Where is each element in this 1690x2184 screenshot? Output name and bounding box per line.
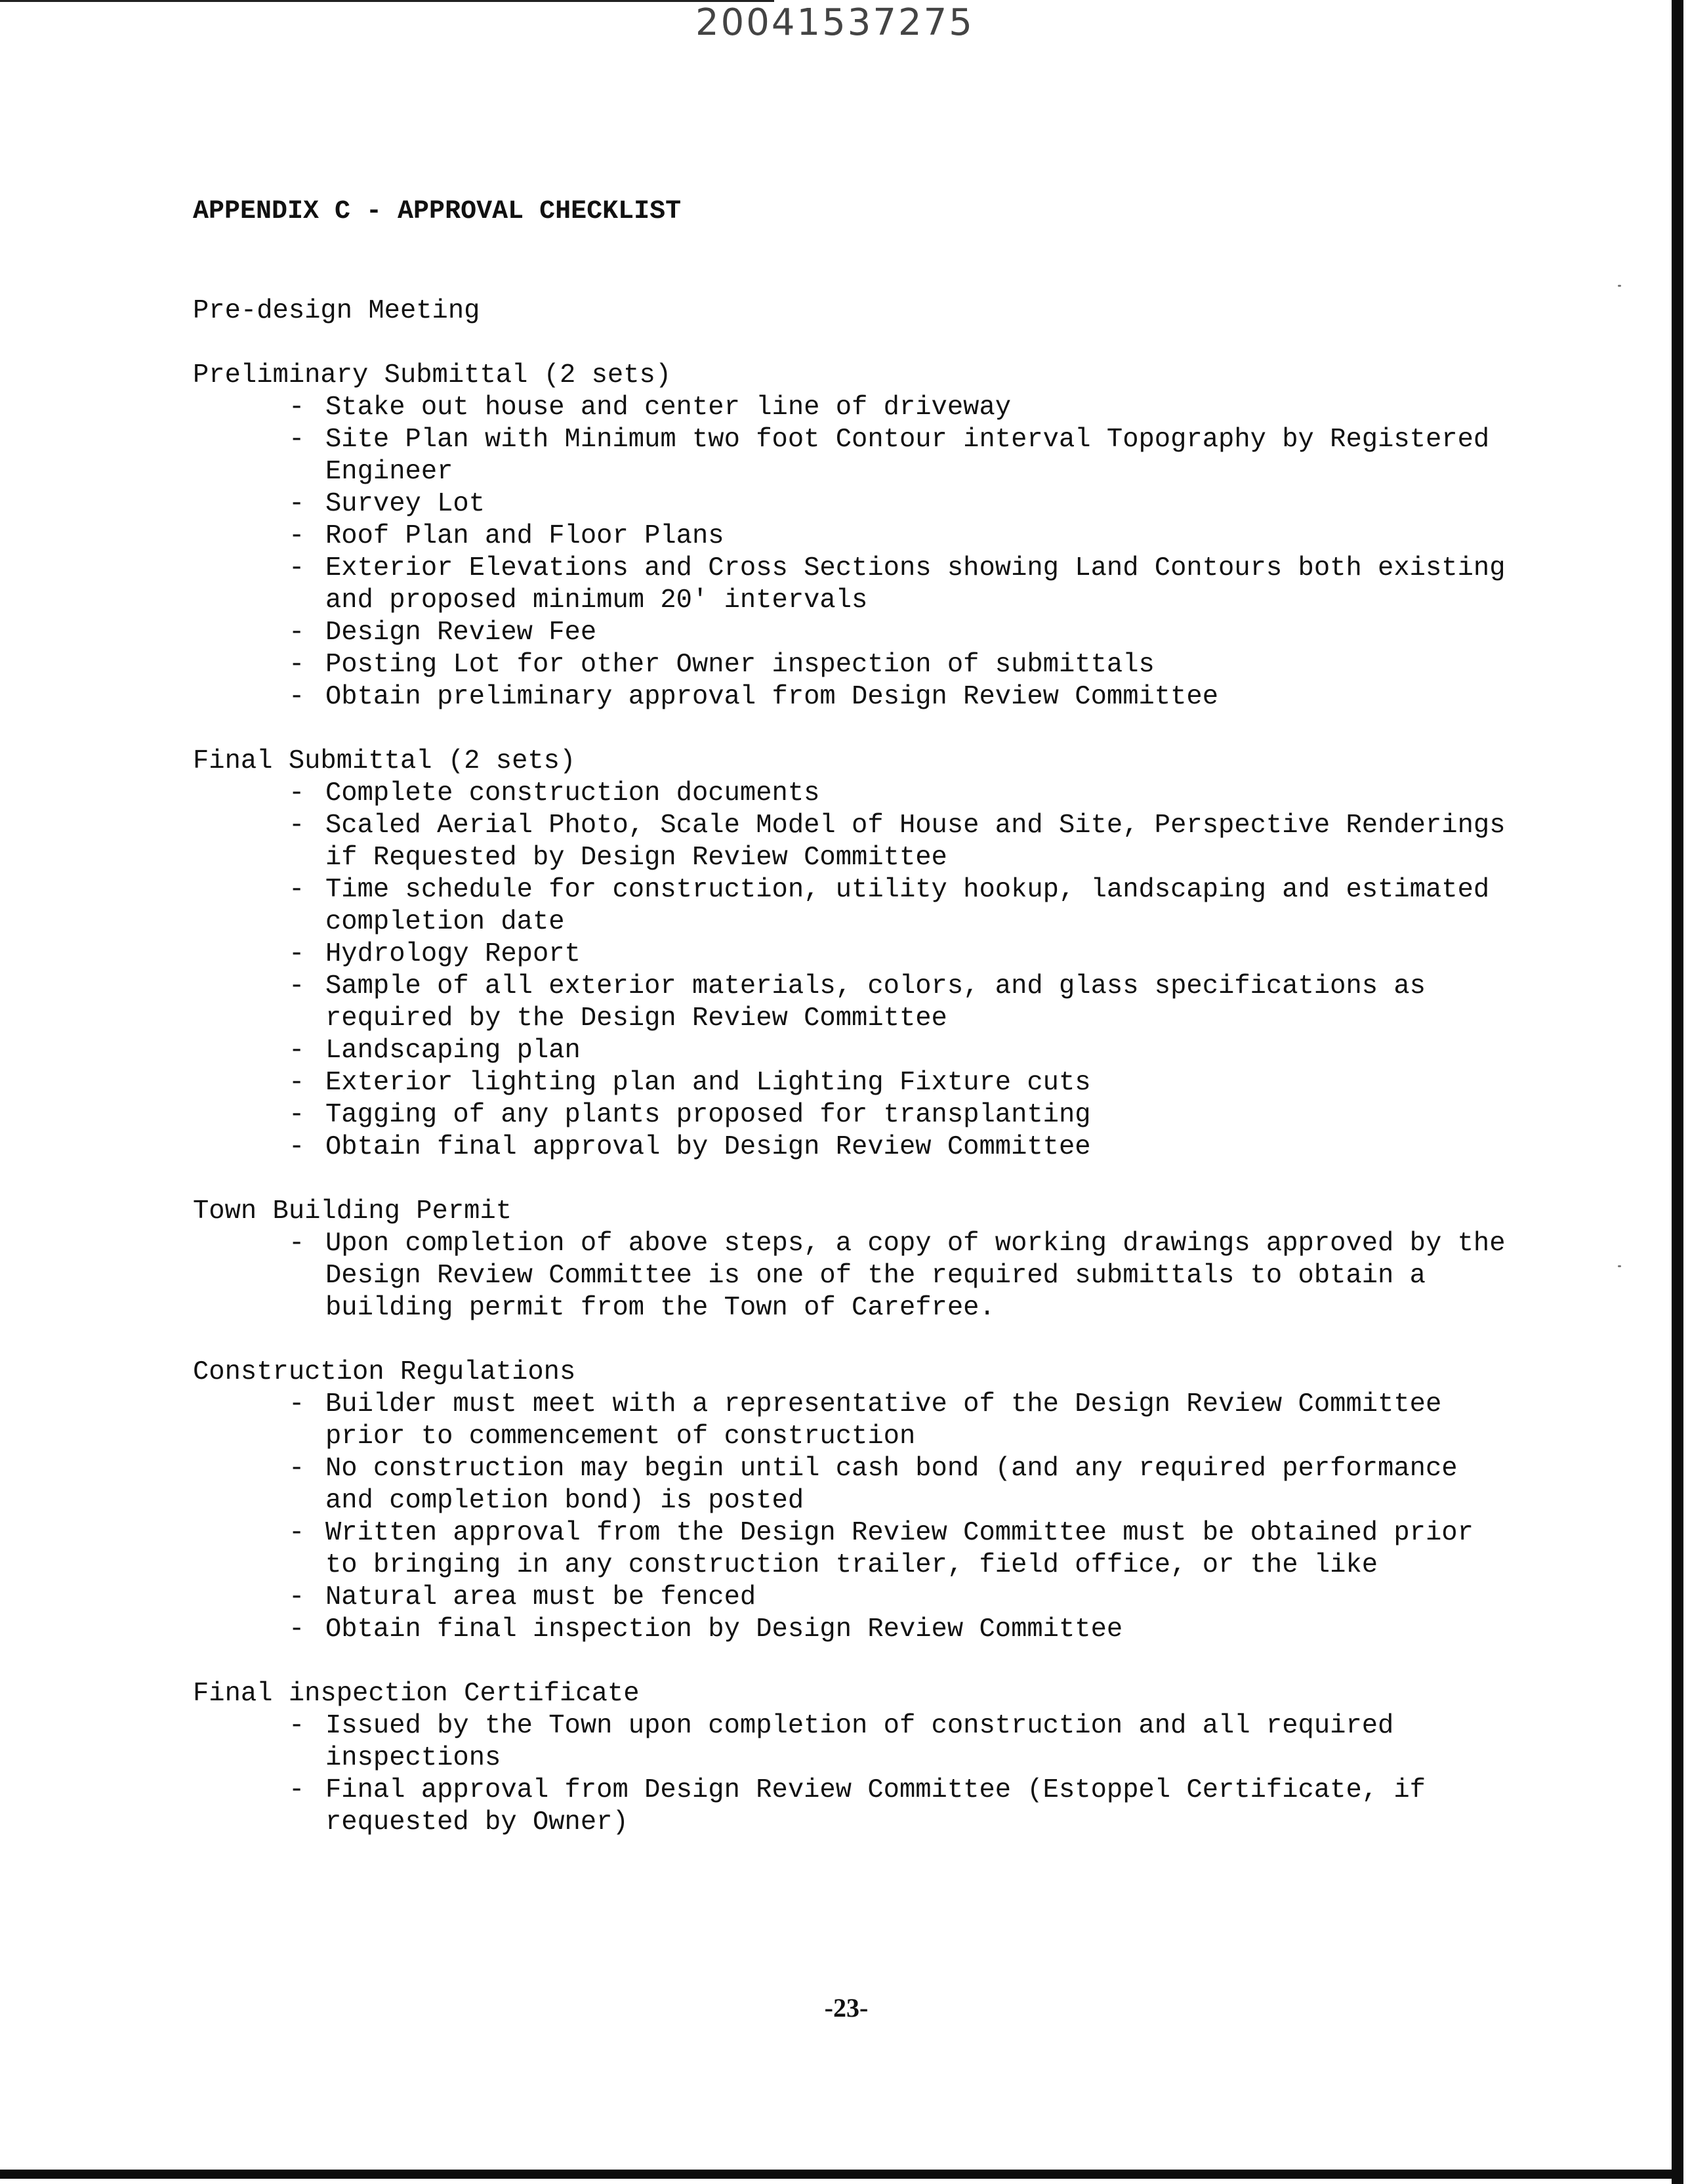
checklist-item: - Upon completion of above steps, a copy of working drawings approved by the Design Review Committee is one of the required submittals to obtain a building permit from the Town of Carefree. (289, 1228, 1506, 1324)
checklist-item: - Obtain final inspection by Design Review Committee (289, 1614, 1506, 1646)
scan-speck (1618, 285, 1621, 287)
checklist-item: - Exterior lighting plan and Lighting Fixture cuts (289, 1067, 1506, 1099)
checklist-items (193, 392, 1505, 713)
checklist-item: - Landscaping plan (289, 1035, 1506, 1067)
checklist-items (193, 778, 1505, 1164)
checklist-item: - Final approval from Design Review Committee (Estoppel Certificate, if requested by Owner) (289, 1774, 1506, 1839)
checklist-item: - Roof Plan and Floor Plans (289, 520, 1506, 553)
checklist-items (193, 1389, 1505, 1646)
page-title: APPENDIX C - APPROVAL CHECKLIST (193, 197, 682, 226)
checklist-section (193, 1356, 1505, 1646)
checklist-item: - No construction may begin until cash bond (and any required performance and completion bond) is posted (289, 1453, 1506, 1517)
checklist-item: - Exterior Elevations and Cross Sections showing Land Contours both existing and proposed minimum 20' intervals (289, 553, 1506, 617)
checklist-item: - Time schedule for construction, utility hookup, landscaping and estimated completion date (289, 874, 1506, 938)
checklist-item: - Sample of all exterior materials, colors, and glass specifications as required by the Design Review Committee (289, 971, 1506, 1035)
section-heading: Construction Regulations (193, 1357, 576, 1387)
checklist-section (193, 360, 1505, 713)
checklist-item: - Tagging of any plants proposed for transplanting (289, 1099, 1506, 1131)
checklist-item: - Obtain final approval by Design Review Committee (289, 1131, 1506, 1164)
checklist-item: - Scaled Aerial Photo, Scale Model of House and Site, Perspective Renderings if Requested by Design Review Committee (289, 810, 1506, 874)
document-id: 20041537275 (695, 1, 974, 44)
checklist-section (193, 1678, 1505, 1839)
checklist-section (193, 746, 1505, 1164)
section-heading: Town Building Permit (193, 1196, 512, 1227)
checklist-section (193, 1196, 1505, 1324)
checklist-item: - Stake out house and center line of driveway (289, 392, 1506, 424)
section-heading: Pre-design Meeting (193, 296, 480, 326)
scan-border-bottom (0, 2170, 1683, 2179)
checklist-item: - Posting Lot for other Owner inspection of submittals (289, 649, 1506, 681)
checklist-item: - Hydrology Report (289, 938, 1506, 971)
checklist-item: - Survey Lot (289, 488, 1506, 520)
checklist-item: - Site Plan with Minimum two foot Contour interval Topography by Registered Engineer (289, 424, 1506, 488)
checklist-item: - Obtain preliminary approval from Design Review Committee (289, 681, 1506, 713)
scan-border-top (0, 0, 774, 2)
checklist-item: - Written approval from the Design Review Committee must be obtained prior to bringing in any construction trailer, field office, or the like (289, 1517, 1506, 1582)
checklist-items (193, 1228, 1505, 1324)
checklist-item: - Natural area must be fenced (289, 1582, 1506, 1614)
checklist-item: - Issued by the Town upon completion of construction and all required inspections (289, 1710, 1506, 1774)
checklist-section (193, 295, 1505, 327)
checklist-body (193, 295, 1505, 1871)
checklist-item: - Complete construction documents (289, 778, 1506, 810)
checklist-items (193, 1710, 1505, 1839)
scan-border-right (1672, 0, 1683, 2184)
page-number: -23- (824, 1993, 869, 2023)
section-heading: Final Submittal (2 sets) (193, 746, 576, 776)
scan-speck (1618, 1265, 1621, 1267)
section-heading: Final inspection Certificate (193, 1679, 640, 1709)
section-heading: Preliminary Submittal (2 sets) (193, 360, 672, 390)
checklist-item: - Builder must meet with a representative of the Design Review Committee prior to commencement of construction (289, 1389, 1506, 1453)
checklist-item: - Design Review Fee (289, 617, 1506, 649)
